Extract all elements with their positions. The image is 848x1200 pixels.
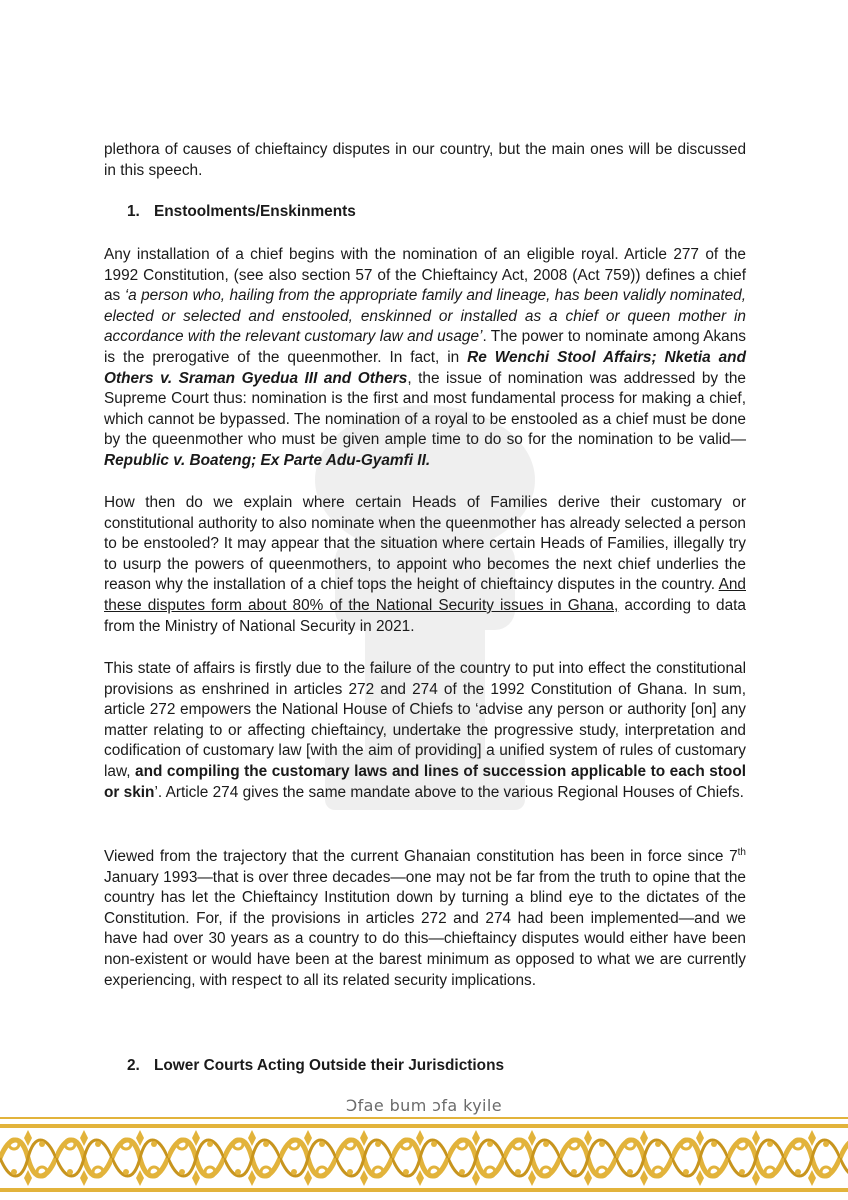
p4-text-a: Viewed from the trajectory that the current Ghanaian constitution has been in force since 7 bbox=[104, 848, 738, 865]
paragraph-trajectory bbox=[104, 847, 746, 991]
section-2-number: 2. bbox=[127, 1057, 140, 1074]
p4-text-b: January 1993—that is over three decades—one may not be far from the truth to opine that the country has let the Chieftaincy Institution down by turning a blind eye to the dictates of the Constitution. For, if the provisions in articles 272 and 274 had been implemented—and we have had over 30 years as a country to do this—chieftaincy disputes would either have been non-existent or would have been at the barest minimum as opposed to what we are currently experiencing, with respect to all its related security implications. bbox=[104, 868, 746, 989]
p3-text-b: ’. Article 274 gives the same mandate above to the various Regional Houses of Chiefs. bbox=[154, 783, 744, 801]
p1-text-c: , the issue of nomination was addressed by the Supreme Court thus: nomination is the first and most fundamental process for making a chief, which cannot be bypassed. The nomination of a royal to be enstooled as a chief must be done by the queenmother who must be given ample time to do so for the nomination to be valid— bbox=[104, 369, 746, 449]
p2-text-b: according to data from the Ministry of National Security in 2021. bbox=[104, 596, 746, 635]
section-1-title: Enstoolments/Enskinments bbox=[154, 203, 356, 220]
intro-paragraph bbox=[104, 140, 746, 181]
paragraph-constitutional-provisions bbox=[104, 659, 746, 803]
p3-text-a: This state of affairs is firstly due to the failure of the country to put into effect the constitutional provisions as enshrined in articles 272 and 274 of the 1992 Constitution of Ghana. In sum, article 272 empowers the National House of Chiefs to ‘advise any person or authority [on] any matter relating to or affecting chieftaincy, undertake the progressive study, interpretation and codification of customary law [with the aim of providing] a unified system of rules of customary law, bbox=[104, 660, 746, 780]
paragraph-nomination bbox=[104, 245, 746, 472]
security-statistic-underlined: And these disputes form about 80% of the National Security issues in Ghana, bbox=[104, 576, 746, 614]
ordinal-superscript: th bbox=[737, 846, 746, 858]
case-citation-wenchi: Re Wenchi Stool Affairs; Nketia and Others v. Sraman Gyedua III and Others bbox=[104, 348, 746, 387]
section-1-number: 1. bbox=[127, 203, 140, 220]
chief-definition-quote: ‘a person who, hailing from the appropriate family and lineage, has been validly nominated, elected or selected and enstooled, enskinned or installed as a chief or queen mother in accordance with the relevant customary law and usage’ bbox=[104, 287, 747, 346]
section-2-heading bbox=[127, 1057, 504, 1075]
section-2-title: Lower Courts Acting Outside their Jurisdictions bbox=[154, 1057, 505, 1074]
footer-motto: Ɔfae bum ɔfa kyile bbox=[346, 1096, 502, 1115]
section-1-heading bbox=[127, 203, 356, 221]
gold-ornamental-border bbox=[0, 1116, 848, 1200]
p1-text-b: . The power to nominate among Akans is the prerogative of the queenmother. In fact, in bbox=[104, 328, 746, 366]
p1-text-a: Any installation of a chief begins with the nomination of an eligible royal. Article 277 of the 1992 Constitution, (see also section 57 of the Chieftaincy Act, 2008 (Act 759)) defines a chief as bbox=[104, 246, 746, 305]
paragraph-heads-of-families bbox=[104, 493, 746, 637]
customary-laws-emphasis: and compiling the customary laws and lines of succession applicable to each stool or skin bbox=[104, 762, 746, 801]
case-citation-boateng: Republic v. Boateng; Ex Parte Adu-Gyamfi II. bbox=[104, 451, 431, 469]
intro-text: plethora of causes of chieftaincy disputes in our country, but the main ones will be discussed in this speech. bbox=[104, 141, 746, 179]
p2-text-a: How then do we explain where certain Heads of Families derive their customary or constitutional authority to also nominate when the queenmother has already selected a person to be enstooled? It may appear that the situation where certain Heads of Families, illegally try to usurp the powers of queenmothers, to appoint who becomes the next chief underlies the reason why the installation of a chief tops the height of chieftaincy disputes in the country. bbox=[104, 494, 746, 594]
